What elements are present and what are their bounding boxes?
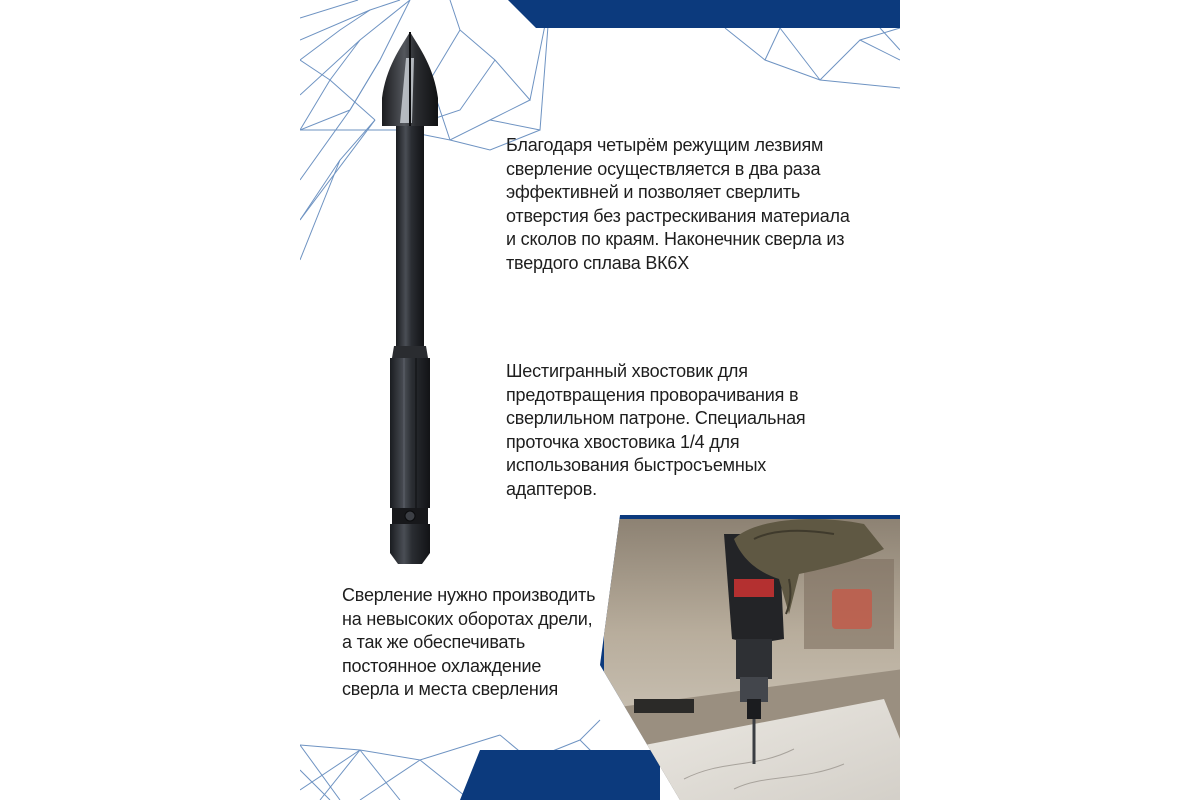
drill-bit-icon xyxy=(370,28,450,580)
feature-text-hex-shank: Шестигранный хвостовик для предотвращения проворачивания в сверлильном патроне. Специальная проточка хвостовика 1/4 для использования быстросъемных адаптеров. xyxy=(506,361,806,499)
drilling-photo xyxy=(600,515,900,800)
feature-text-cutting-blades: Благодаря четырём режущим лезвиям сверление осуществляется в два раза эффективней и позволяет сверлить отверстия без растрескивания материала и сколов по краям. Наконечник сверла из твердого сплава ВК6Х xyxy=(506,135,850,273)
drilling-photo-icon xyxy=(600,515,900,800)
feature-text-drilling-advice: Сверление нужно производить на невысоких оборотах дрели, а так же обеспечивать постоянное охлаждение сверла и места сверления xyxy=(342,585,596,699)
product-card xyxy=(300,0,900,800)
top-blue-banner xyxy=(508,0,900,28)
